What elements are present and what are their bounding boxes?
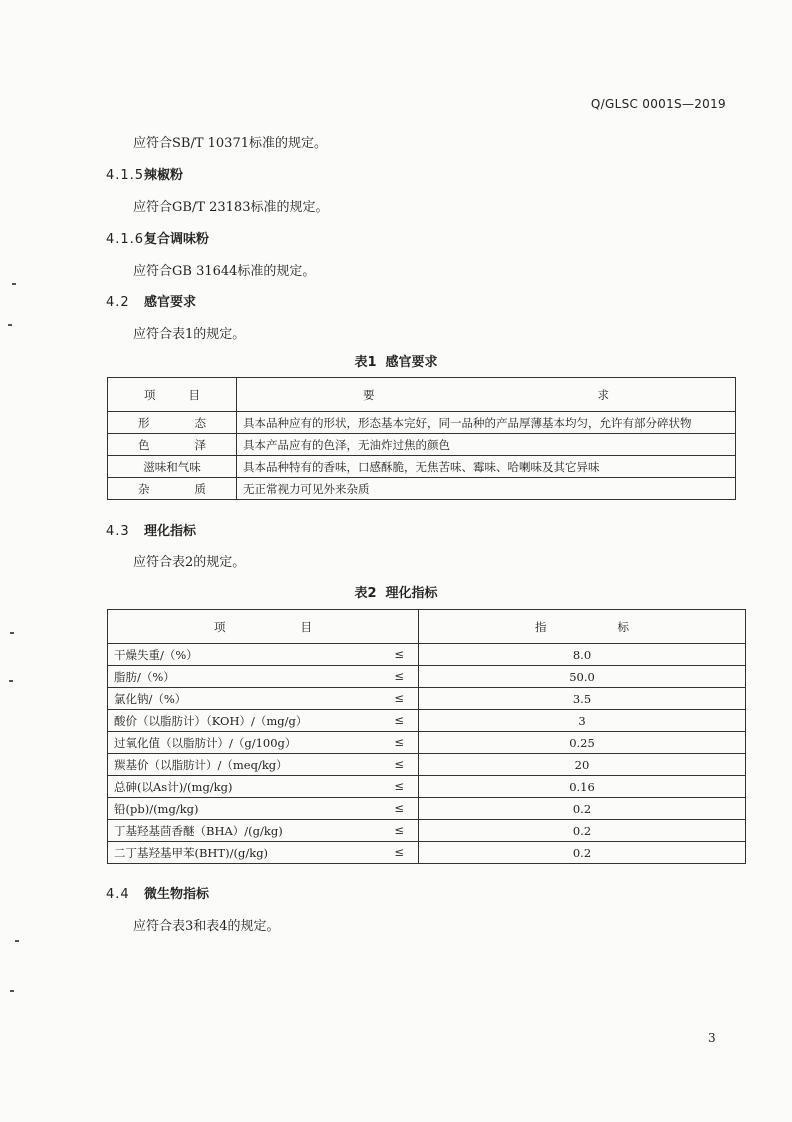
scan-mark bbox=[10, 990, 14, 992]
section-4-3 bbox=[106, 520, 196, 539]
header-cell: 目 bbox=[188, 387, 200, 402]
table-row bbox=[108, 798, 746, 820]
le-symbol: ≤ bbox=[394, 735, 404, 749]
header-cell: 项 bbox=[214, 619, 226, 634]
section-title: 感官要求 bbox=[144, 295, 197, 310]
table1-caption: 表1 感官要求 bbox=[354, 355, 438, 370]
header-cell: 指 bbox=[535, 619, 547, 634]
requirement-cell: 具本产品应有的色泽，无油炸过焦的颜色 bbox=[237, 434, 736, 456]
table-row bbox=[108, 842, 746, 864]
table-row bbox=[108, 820, 746, 842]
requirement-cell: 无正常视力可见外来杂质 bbox=[237, 478, 736, 500]
page-number: 3 bbox=[708, 1031, 716, 1045]
section-title: 微生物指标 bbox=[144, 887, 210, 902]
section-number: 4.1.5 bbox=[106, 168, 145, 183]
indicator-name: 酸价（以脂肪计）（KOH）/（mg/g） bbox=[114, 713, 308, 728]
le-symbol: ≤ bbox=[394, 647, 404, 661]
indicator-name: 氯化钠/（%） bbox=[114, 691, 187, 706]
item-cell: 色 bbox=[138, 437, 150, 452]
indicator-value: 3.5 bbox=[419, 688, 746, 710]
paragraph-sbt: 应符合SB/T 10371标准的规定。 bbox=[133, 136, 327, 151]
le-symbol: ≤ bbox=[394, 779, 404, 793]
section-number: 4.3 bbox=[106, 524, 130, 539]
table-row bbox=[108, 644, 746, 666]
table-row bbox=[108, 412, 736, 434]
table2-caption: 表2 理化指标 bbox=[354, 586, 438, 601]
section-4-4 bbox=[106, 883, 209, 902]
item-cell: 滋味和气味 bbox=[108, 456, 237, 478]
table-header-row bbox=[108, 610, 746, 644]
table-row bbox=[108, 478, 736, 500]
section-4-2 bbox=[106, 291, 196, 310]
item-cell: 泽 bbox=[194, 437, 206, 452]
indicator-value: 3 bbox=[419, 710, 746, 732]
scan-mark bbox=[12, 283, 16, 285]
header-cell: 求 bbox=[597, 387, 609, 402]
le-symbol: ≤ bbox=[394, 801, 404, 815]
scan-mark bbox=[15, 940, 19, 942]
le-symbol: ≤ bbox=[394, 845, 404, 859]
table-row bbox=[108, 776, 746, 798]
paragraph-gbt: 应符合GB/T 23183标准的规定。 bbox=[133, 200, 329, 215]
indicator-value: 0.2 bbox=[419, 820, 746, 842]
section-number: 4.1.6 bbox=[106, 232, 145, 247]
table-row bbox=[108, 666, 746, 688]
paragraph-gb: 应符合GB 31644标准的规定。 bbox=[133, 264, 316, 279]
indicator-value: 20 bbox=[419, 754, 746, 776]
le-symbol: ≤ bbox=[394, 713, 404, 727]
document-code: Q/GLSC 0001S—2019 bbox=[590, 97, 726, 111]
le-symbol: ≤ bbox=[394, 669, 404, 683]
item-cell: 形 bbox=[138, 415, 150, 430]
scan-mark bbox=[10, 632, 14, 634]
item-cell: 杂 bbox=[138, 481, 150, 496]
section-title: 理化指标 bbox=[144, 524, 197, 539]
indicator-name: 铅(pb)/(mg/kg) bbox=[114, 801, 199, 816]
section-number: 4.4 bbox=[106, 887, 130, 902]
indicator-name: 总砷(以As计)/(mg/kg) bbox=[114, 779, 233, 794]
indicator-name: 丁基羟基茴香醚（BHA）/(g/kg) bbox=[114, 823, 283, 838]
indicator-name: 羰基价（以脂肪计）/（meq/kg） bbox=[114, 757, 288, 772]
indicator-name: 干燥失重/（%） bbox=[114, 647, 198, 662]
indicator-value: 50.0 bbox=[419, 666, 746, 688]
paragraph-table2-ref: 应符合表2的规定。 bbox=[133, 555, 246, 570]
table-row bbox=[108, 754, 746, 776]
indicator-value: 0.16 bbox=[419, 776, 746, 798]
indicator-name: 过氧化值（以脂肪计）/（g/100g） bbox=[114, 735, 297, 750]
section-number: 4.2 bbox=[106, 295, 130, 310]
le-symbol: ≤ bbox=[394, 823, 404, 837]
header-cell: 目 bbox=[300, 619, 312, 634]
paragraph-table1-ref: 应符合表1的规定。 bbox=[133, 327, 246, 342]
indicator-value: 0.2 bbox=[419, 798, 746, 820]
table-row bbox=[108, 710, 746, 732]
indicator-value: 8.0 bbox=[419, 644, 746, 666]
paragraph-table34-ref: 应符合表3和表4的规定。 bbox=[133, 919, 280, 934]
header-cell: 标 bbox=[617, 619, 629, 634]
table-row bbox=[108, 456, 736, 478]
indicator-name: 脂肪/（%） bbox=[114, 669, 175, 684]
item-cell: 质 bbox=[194, 481, 206, 496]
physicochemical-indicators-table bbox=[107, 609, 746, 864]
table-row bbox=[108, 732, 746, 754]
scan-mark bbox=[8, 324, 12, 326]
le-symbol: ≤ bbox=[394, 757, 404, 771]
indicator-name: 二丁基羟基甲苯(BHT)/(g/kg) bbox=[114, 845, 269, 860]
indicator-value: 0.25 bbox=[419, 732, 746, 754]
requirement-cell: 具本品种应有的形状，形态基本完好，同一品种的产品厚薄基本均匀，允许有部分碎状物 bbox=[237, 412, 736, 434]
section-4-1-5 bbox=[106, 164, 183, 183]
indicator-value: 0.2 bbox=[419, 842, 746, 864]
table-header-row bbox=[108, 378, 736, 412]
table-row bbox=[108, 688, 746, 710]
requirement-cell: 具本品种特有的香味，口感酥脆，无焦苦味、霉味、哈喇味及其它异味 bbox=[237, 456, 736, 478]
section-4-1-6 bbox=[106, 228, 209, 247]
header-cell: 项 bbox=[144, 387, 156, 402]
table-row bbox=[108, 434, 736, 456]
sensory-requirements-table bbox=[107, 377, 736, 500]
le-symbol: ≤ bbox=[394, 691, 404, 705]
scan-mark bbox=[9, 680, 13, 682]
header-cell: 要 bbox=[363, 387, 375, 402]
section-title: 辣椒粉 bbox=[144, 168, 184, 183]
item-cell: 态 bbox=[194, 415, 206, 430]
section-title: 复合调味粉 bbox=[144, 232, 210, 247]
